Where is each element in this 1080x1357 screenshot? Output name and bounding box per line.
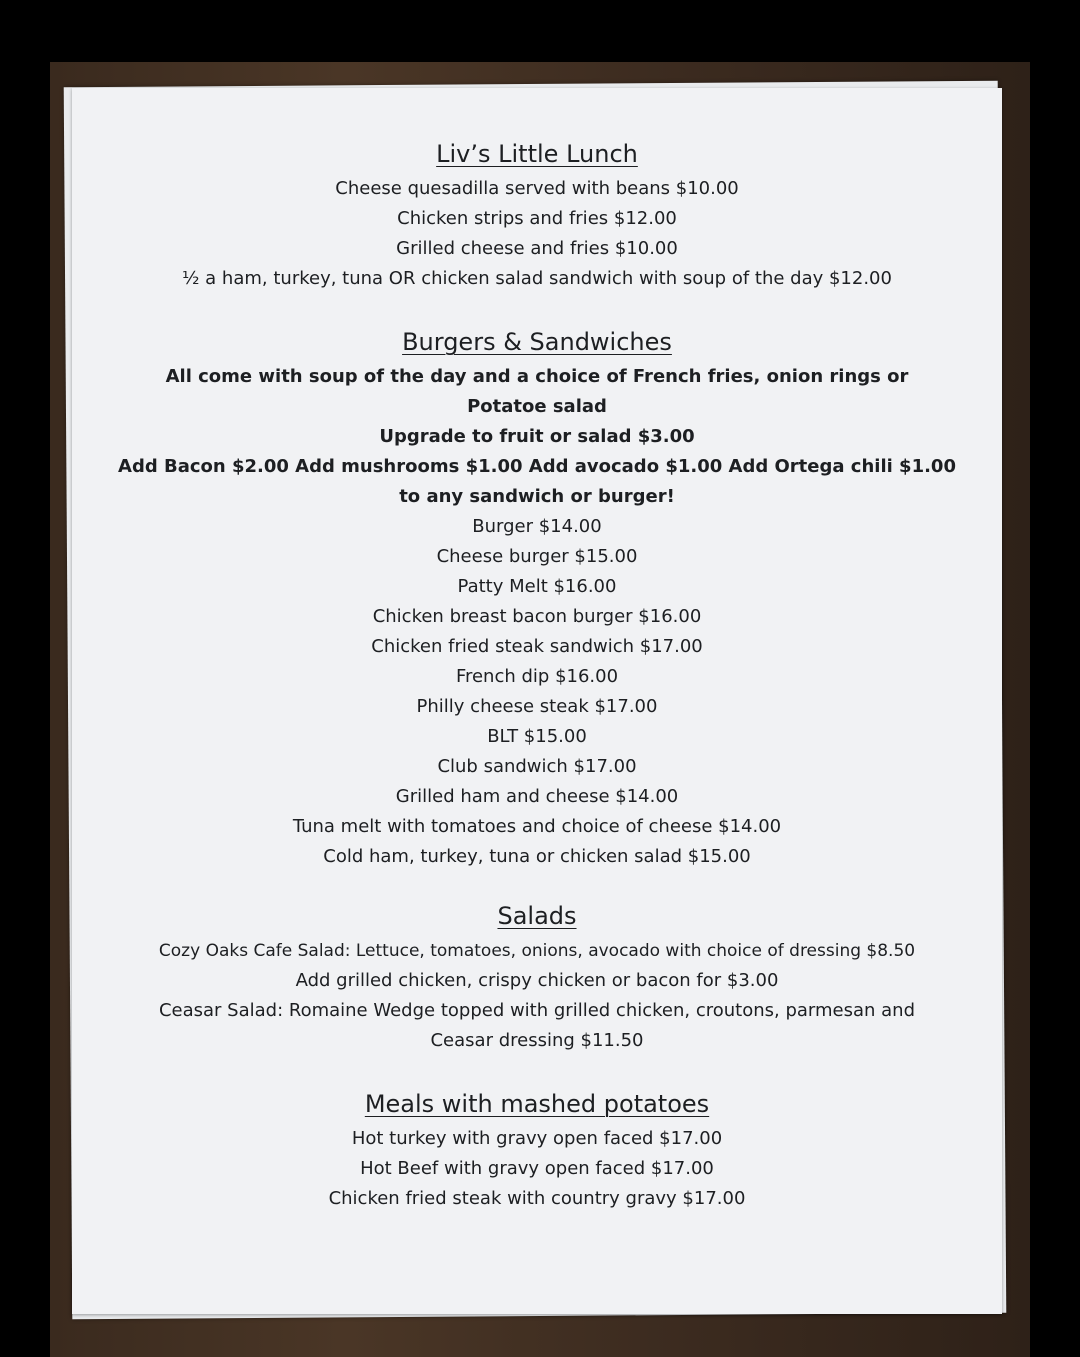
section-note: All come with soup of the day and a choice of French fries, onion rings or Potatoe salad — [165, 366, 909, 417]
section-title: Salads — [497, 902, 577, 930]
menu-item: Chicken fried steak with country gravy $17.00 — [328, 1188, 746, 1209]
menu-item: Club sandwich $17.00 — [437, 756, 637, 777]
menu-item: Tuna melt with tomatoes and choice of cheese $14.00 — [292, 816, 782, 837]
menu-item: ½ a ham, turkey, tuna OR chicken salad sandwich with soup of the day $12.00 — [182, 268, 892, 289]
section-title: Burgers & Sandwiches — [402, 328, 672, 356]
section-note: Add Bacon $2.00 Add mushrooms $1.00 Add avocado $1.00 Add Ortega chili $1.00 to any sandwich or burger! — [118, 456, 956, 507]
menu-item: Ceasar Salad: Romaine Wedge topped with grilled chicken, croutons, parmesan and Ceasar dressing $11.50 — [158, 1000, 916, 1051]
section-meals-mashed-potatoes — [72, 1090, 1002, 1214]
menu-item: Philly cheese steak $17.00 — [416, 696, 658, 717]
menu-item: Cozy Oaks Cafe Salad: Lettuce, tomatoes, onions, avocado with choice of dressing $8.50 — [158, 941, 916, 961]
menu-item: French dip $16.00 — [455, 666, 619, 687]
menu-item: Grilled ham and cheese $14.00 — [395, 786, 679, 807]
section-burgers-sandwiches — [72, 328, 1002, 872]
menu-item: Burger $14.00 — [472, 516, 602, 537]
section-title: Liv’s Little Lunch — [436, 140, 638, 168]
menu-item: Add grilled chicken, crispy chicken or bacon for $3.00 — [295, 970, 779, 991]
menu-item: Hot turkey with gravy open faced $17.00 — [351, 1128, 723, 1149]
menu-item: Chicken strips and fries $12.00 — [397, 208, 677, 229]
section-note: Upgrade to fruit or salad $3.00 — [379, 426, 695, 447]
menu-item: Grilled cheese and fries $10.00 — [396, 238, 678, 259]
menu-item: Cheese burger $15.00 — [436, 546, 638, 567]
menu-item: Chicken fried steak sandwich $17.00 — [371, 636, 703, 657]
menu-item: Patty Melt $16.00 — [457, 576, 617, 597]
section-livs-little-lunch — [72, 140, 1002, 294]
section-title: Meals with mashed potatoes — [364, 1090, 710, 1118]
menu-item: Cold ham, turkey, tuna or chicken salad $15.00 — [323, 846, 751, 867]
section-salads — [72, 902, 1002, 1056]
menu-item: BLT $15.00 — [487, 726, 587, 747]
menu-page — [72, 88, 1002, 1314]
menu-item: Hot Beef with gravy open faced $17.00 — [360, 1158, 714, 1179]
menu-item: Cheese quesadilla served with beans $10.00 — [335, 178, 739, 199]
menu-item: Chicken breast bacon burger $16.00 — [372, 606, 702, 627]
